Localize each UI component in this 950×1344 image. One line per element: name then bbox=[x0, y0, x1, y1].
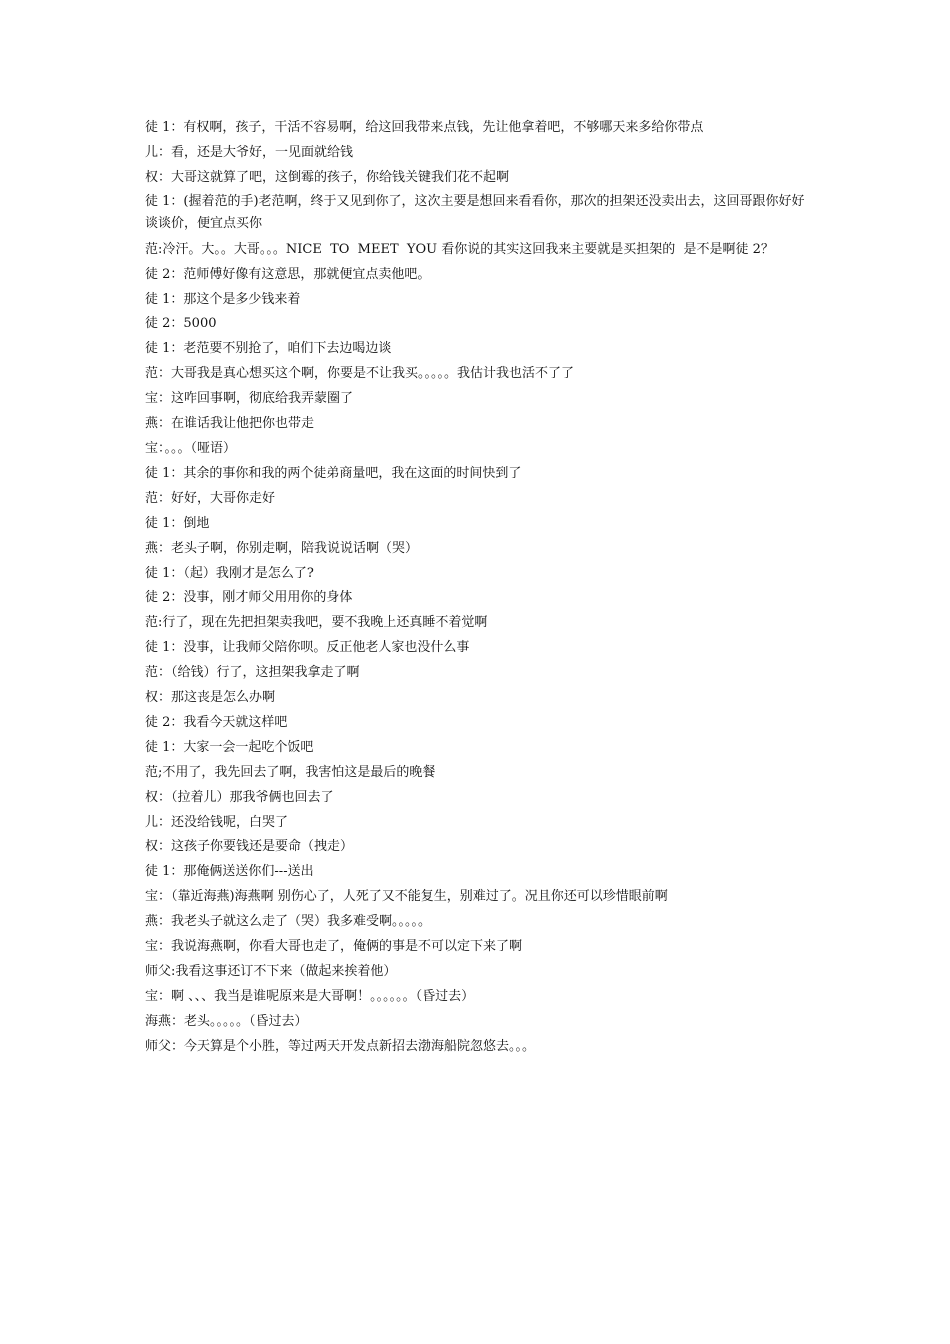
dialogue-line: 权：大哥这就算了吧，这倒霉的孩子，你给钱关键我们花不起啊 bbox=[145, 169, 510, 185]
dialogue-line: 范：大哥我是真心想买这个啊，你要是不让我买。。。。。我估计我也活不了了 bbox=[145, 366, 575, 382]
dialogue-line: 徒 1：有权啊，孩子，干活不容易啊，给这回我带来点钱，先让他拿着吧，不够哪天来多给你带点 bbox=[145, 120, 704, 135]
dialogue-line: 宝：（靠近海燕)海燕啊 别伤心了，人死了又不能复生，别难过了。况且你还可以珍惜眼前啊 bbox=[145, 889, 668, 905]
dialogue-line: 徒 1：那俺俩送送你们---送出 bbox=[145, 864, 314, 880]
dialogue-line: 范:冷汗。大。。大哥。。。NICE TO MEET YOU 看你说的其实这回我来主要就是买担架的 是不是啊徒 2？ bbox=[145, 241, 774, 257]
script-dialogue bbox=[145, 116, 815, 1060]
dialogue-line: 儿：看，还是大爷好，一见面就给钱 bbox=[145, 144, 354, 160]
dialogue-line: 宝：我说海燕啊，你看大哥也走了，俺俩的事是不可以定下来了啊 bbox=[145, 939, 523, 955]
dialogue-line: 权：这孩子你要钱还是要命（拽走） bbox=[145, 839, 354, 855]
dialogue-line: 徒 2：范师傅好像有这意思，那就便宜点卖他吧。 bbox=[145, 266, 431, 282]
dialogue-line: 范;不用了，我先回去了啊，我害怕这是最后的晚餐 bbox=[145, 764, 436, 780]
dialogue-line: 徒 1：那这个是多少钱来着 bbox=[145, 291, 301, 307]
dialogue-line: 徒 1：没事，让我师父陪你呗。反正他老人家也没什么事 bbox=[145, 640, 470, 656]
dialogue-line: 师父:我看这事还订不下来（做起来挨着他） bbox=[145, 964, 397, 979]
dialogue-line: 范：好好，大哥你走好 bbox=[145, 490, 276, 506]
dialogue-line: 海燕：老头。。。。。（昏过去） bbox=[145, 1013, 308, 1029]
dialogue-line: 徒 1：(握着范的手)老范啊，终于又见到你了，这次主要是想回来看看你，那次的担架还没卖出去，这回哥跟你好好谈谈价，便宜点买你 bbox=[145, 193, 805, 231]
dialogue-line: 燕：老头子啊，你别走啊，陪我说说话啊（哭） bbox=[145, 540, 419, 556]
dialogue-line: 徒 1：倒地 bbox=[145, 515, 210, 531]
dialogue-line: 徒 2：5000 bbox=[145, 316, 217, 332]
dialogue-line: 徒 1：其余的事你和我的两个徒弟商量吧，我在这面的时间快到了 bbox=[145, 465, 522, 481]
dialogue-line: 师父：今天算是个小胜，等过两天开发点新招去渤海船院忽悠去。。。 bbox=[145, 1038, 536, 1054]
dialogue-line: 徒 1：大家一会一起吃个饭吧 bbox=[145, 739, 314, 755]
dialogue-line: 范:行了，现在先把担架卖我吧，要不我晚上还真睡不着觉啊 bbox=[145, 615, 488, 631]
dialogue-line: 徒 1：老范要不别抢了，咱们下去边喝边谈 bbox=[145, 341, 392, 357]
dialogue-line: 宝：。。。（哑语） bbox=[145, 440, 237, 456]
dialogue-line: 权：那这丧是怎么办啊 bbox=[145, 690, 276, 706]
dialogue-line: 徒 2：我看今天就这样吧 bbox=[145, 714, 288, 730]
dialogue-line: 范：（给钱）行了，这担架我拿走了啊 bbox=[145, 665, 360, 681]
dialogue-line: 燕：在谁话我让他把你也带走 bbox=[145, 416, 315, 432]
dialogue-line: 儿：还没给钱呢，白哭了 bbox=[145, 814, 289, 830]
dialogue-line: 徒 2：没事，刚才师父用用你的身体 bbox=[145, 590, 353, 606]
dialogue-line: 徒 1：（起）我刚才是怎么了? bbox=[145, 565, 314, 581]
dialogue-line: 燕：我老头子就这么走了（哭）我多难受啊。。。。。 bbox=[145, 914, 432, 930]
dialogue-line: 宝：这咋回事啊，彻底给我弄蒙圈了 bbox=[145, 391, 354, 407]
dialogue-line: 宝：啊 、、、我当是谁呢原来是大哥啊！。。。。。。（昏过去） bbox=[145, 988, 475, 1004]
dialogue-line: 权：（拉着儿）那我爷俩也回去了 bbox=[145, 789, 334, 805]
